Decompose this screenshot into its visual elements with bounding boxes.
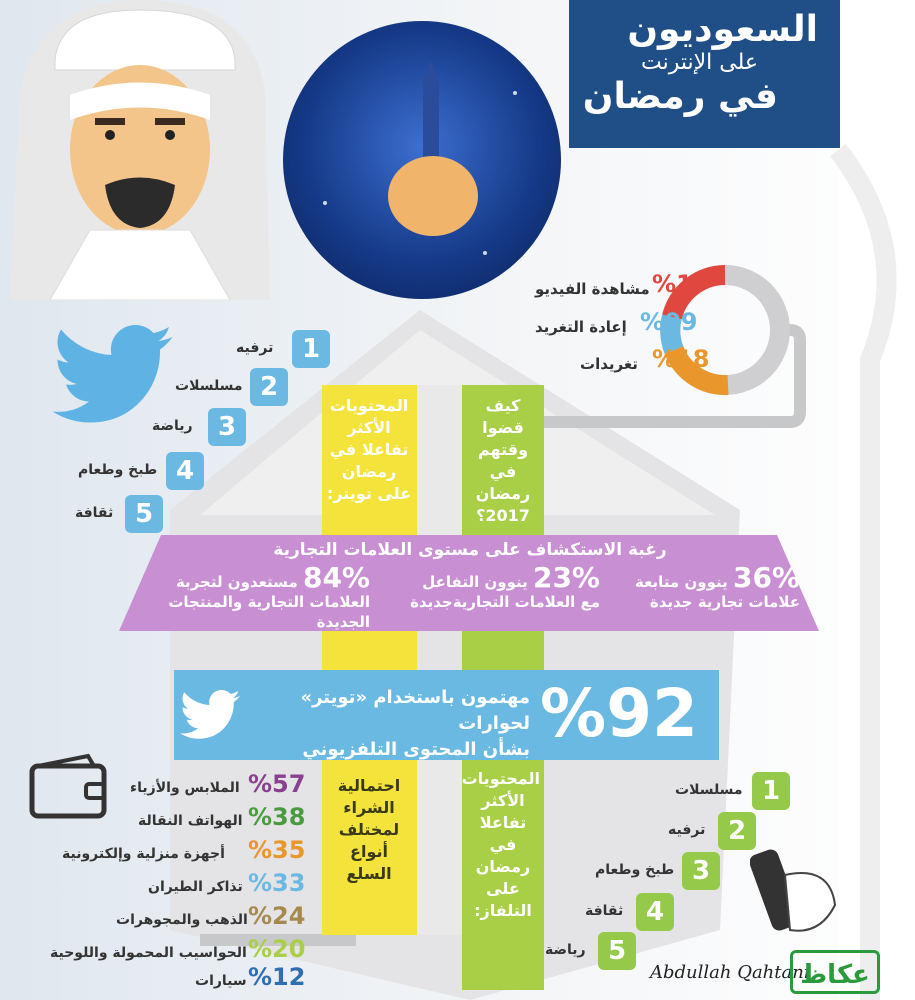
brand-stat-1 (620, 561, 800, 612)
shop-label-6: الحواسيب المحمولة واللوحية (50, 945, 247, 961)
shop-label-3: أجهزة منزلية وإلكترونية (62, 846, 225, 862)
shop-pct-3: %35 (248, 836, 306, 864)
okaz-logo: عكاظ (790, 950, 880, 994)
twitter-topic-2: مسلسلات (175, 378, 243, 394)
green-top-text: كيف قضوا وقتهم في رمضان 2017؟ (475, 396, 531, 525)
brand-stat-1-line2: علامات تجارية جديدة (649, 593, 800, 611)
shop-label-2: الهواتف النقالة (138, 813, 243, 829)
wallet-icon (28, 752, 108, 822)
twitter-topic-num-5: 5 (125, 495, 163, 533)
tv-topic-1: مسلسلات (675, 782, 743, 798)
green-bottom-text: المحتويات الأكثر تفاعلا في رمضان على التلفاز: (461, 769, 540, 920)
shop-pct-1: %57 (248, 770, 306, 798)
twitter-bird-icon (50, 325, 175, 425)
shop-label-4: تذاكر الطيران (148, 879, 243, 895)
tv-topic-num-5: 5 (598, 932, 636, 970)
saudi-man-illustration (0, 0, 280, 300)
twitter-topic-num-3: 3 (208, 408, 246, 446)
tv-topic-num-2: 2 (718, 812, 756, 850)
shop-pct-4: %33 (248, 869, 306, 897)
video-pct: %17 (652, 270, 710, 298)
ramadan-moon-image (283, 21, 561, 299)
green-strip-mid (462, 631, 544, 670)
twitter-topic-3: رياضة (152, 418, 193, 434)
title-block (569, 0, 840, 148)
brand-stat-3 (135, 561, 370, 632)
retweet-pct: %09 (640, 308, 698, 336)
twitter-bird-small-icon (180, 690, 240, 740)
shop-pct-5: %24 (248, 902, 306, 930)
shop-pct-6: %20 (248, 935, 306, 963)
shop-pct-7: %12 (248, 963, 306, 991)
shop-label-5: الذهب والمجوهرات (116, 912, 248, 928)
tv-topic-3: طبخ وطعام (595, 862, 675, 878)
brand-stat-2-line2: مع العلامات التجاريةجديدة (410, 593, 600, 611)
tv-remote-icon (750, 835, 840, 945)
brand-stat-2-pct: 23% (532, 561, 600, 594)
twitter-topic-1: ترفيه (236, 340, 274, 356)
white-strip-top (417, 385, 462, 535)
brand-stat-2 (380, 561, 600, 612)
title-line3: في رمضان (582, 76, 778, 117)
twitter-topic-num-1: 1 (292, 330, 330, 368)
brand-stat-3-line1: مستعدون لتجربة (175, 573, 298, 591)
tv-topic-num-3: 3 (682, 852, 720, 890)
brand-stat-1-pct: 36% (732, 561, 800, 594)
tv-twitter-pct: %92 (540, 675, 698, 752)
tv-twitter-line2: بشأن المحتوى التلفزيوني (302, 739, 530, 760)
title-line1: السعوديون (627, 9, 818, 50)
tv-topic-num-4: 4 (636, 893, 674, 931)
crescent-moon-icon (283, 21, 561, 299)
brand-stat-3-pct: 84% (302, 561, 370, 594)
shop-pct-2: %38 (248, 803, 306, 831)
tv-topic-num-1: 1 (752, 772, 790, 810)
tweets-pct: %18 (652, 345, 710, 373)
title-line2: على الإنترنت (640, 50, 758, 75)
white-strip-bottom (417, 760, 462, 935)
shop-label-7: سيارات (195, 973, 247, 989)
twitter-topic-4: طبخ وطعام (78, 462, 158, 478)
brand-stat-3-line2: العلامات التجارية والمنتجات الجديدة (168, 593, 370, 631)
twitter-topic-num-4: 4 (166, 452, 204, 490)
tweets-label: تغريدات (580, 355, 638, 373)
twitter-topic-5: ثقافة (75, 505, 114, 521)
video-label: مشاهدة الفيديو (535, 280, 650, 298)
tv-topic-2: ترفيه (668, 822, 706, 838)
brand-discovery-title: رغبة الاستكشاف على مستوى العلامات التجارية (273, 540, 667, 560)
yellow-top-text: المحتويات الأكثر تفاعلا في رمضان على تويتر: (326, 396, 412, 503)
signature: Abdullah Qahtani (650, 962, 810, 983)
twitter-topic-num-2: 2 (250, 368, 288, 406)
yellow-strip-mid (322, 631, 417, 670)
brand-stat-1-line1: ينوون متابعة (634, 573, 728, 591)
tv-topic-4: ثقافة (585, 903, 624, 919)
yellow-bottom-text: احتمالية الشراء لمختلف أنواع السلع (337, 776, 401, 883)
brand-stat-2-line1: ينوون التفاعل (422, 573, 528, 591)
tv-topic-5: رياضة (545, 942, 586, 958)
retweet-label: إعادة التغريد (535, 318, 627, 336)
shop-label-1: الملابس والأزياء (130, 780, 240, 796)
tv-twitter-line1: مهتمون باستخدام «تويتر» لحوارات (300, 687, 530, 734)
tv-twitter-text (250, 685, 530, 763)
